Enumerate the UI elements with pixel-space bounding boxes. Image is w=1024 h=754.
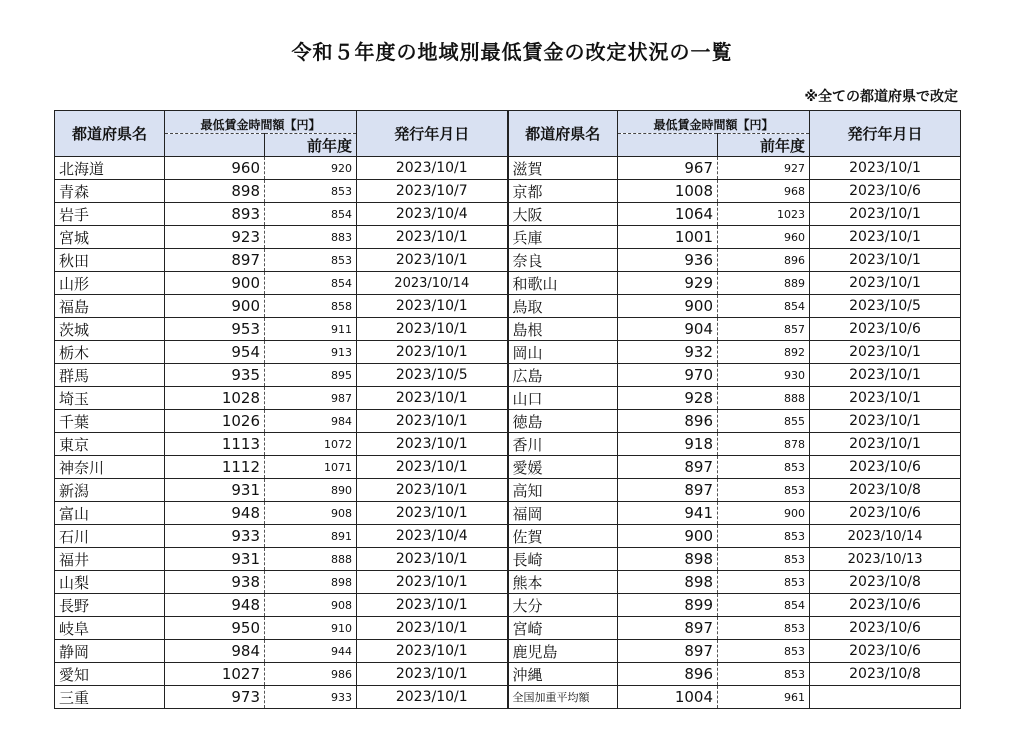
- current-wage: 1064: [618, 203, 718, 226]
- previous-wage: 857: [718, 318, 810, 341]
- header-current-blank-left: [165, 134, 265, 157]
- previous-wage: 987: [265, 387, 357, 410]
- previous-wage: 961: [718, 686, 810, 709]
- current-wage: 1026: [165, 410, 265, 433]
- previous-wage: 1071: [265, 456, 357, 479]
- prefecture-name: 高知: [508, 479, 618, 502]
- current-wage: 935: [165, 364, 265, 387]
- table-row: [55, 594, 961, 617]
- previous-wage: 889: [718, 272, 810, 295]
- current-wage: 948: [165, 502, 265, 525]
- current-wage: 984: [165, 640, 265, 663]
- issue-date: 2023/10/8: [810, 479, 961, 502]
- table-row: [55, 456, 961, 479]
- current-wage: 932: [618, 341, 718, 364]
- prefecture-name: 和歌山: [508, 272, 618, 295]
- prefecture-name: 滋賀: [508, 157, 618, 180]
- prefecture-name: 静岡: [55, 640, 165, 663]
- previous-wage: 883: [265, 226, 357, 249]
- prefecture-name: 大分: [508, 594, 618, 617]
- table-row: [55, 433, 961, 456]
- issue-date: 2023/10/13: [810, 548, 961, 571]
- previous-wage: 858: [265, 295, 357, 318]
- prefecture-name: 宮崎: [508, 617, 618, 640]
- previous-wage: 900: [718, 502, 810, 525]
- header-date-left: 発行年月日: [357, 111, 508, 157]
- table-body: [55, 111, 961, 709]
- issue-date: 2023/10/1: [810, 410, 961, 433]
- prefecture-name: 愛媛: [508, 456, 618, 479]
- current-wage: 936: [618, 249, 718, 272]
- prefecture-name: 北海道: [55, 157, 165, 180]
- issue-date: 2023/10/1: [810, 364, 961, 387]
- issue-date: 2023/10/1: [357, 410, 508, 433]
- header-row-1: [55, 111, 961, 134]
- previous-wage: 853: [718, 663, 810, 686]
- current-wage: 899: [618, 594, 718, 617]
- issue-date: 2023/10/5: [357, 364, 508, 387]
- prefecture-name: 福島: [55, 295, 165, 318]
- previous-wage: 878: [718, 433, 810, 456]
- previous-wage: 853: [718, 456, 810, 479]
- current-wage: 1027: [165, 663, 265, 686]
- prefecture-name: 富山: [55, 502, 165, 525]
- prefecture-name: 香川: [508, 433, 618, 456]
- issue-date: 2023/10/1: [810, 433, 961, 456]
- previous-wage: 920: [265, 157, 357, 180]
- prefecture-name: 岡山: [508, 341, 618, 364]
- previous-wage: 1023: [718, 203, 810, 226]
- previous-wage: 853: [718, 571, 810, 594]
- prefecture-name: 奈良: [508, 249, 618, 272]
- current-wage: 970: [618, 364, 718, 387]
- previous-wage: 854: [265, 272, 357, 295]
- issue-date: 2023/10/1: [810, 341, 961, 364]
- current-wage: 897: [618, 456, 718, 479]
- current-wage: 938: [165, 571, 265, 594]
- issue-date: 2023/10/1: [810, 272, 961, 295]
- table-row: [55, 525, 961, 548]
- issue-date: 2023/10/1: [357, 249, 508, 272]
- current-wage: 897: [618, 617, 718, 640]
- current-wage: 897: [165, 249, 265, 272]
- issue-date: 2023/10/1: [357, 341, 508, 364]
- issue-date: 2023/10/1: [357, 226, 508, 249]
- issue-date: 2023/10/1: [357, 548, 508, 571]
- previous-wage: 911: [265, 318, 357, 341]
- prefecture-name: 秋田: [55, 249, 165, 272]
- prefecture-name: 東京: [55, 433, 165, 456]
- issue-date: 2023/10/1: [357, 295, 508, 318]
- issue-date: 2023/10/8: [810, 571, 961, 594]
- current-wage: 931: [165, 479, 265, 502]
- header-date-right: 発行年月日: [810, 111, 961, 157]
- issue-date: 2023/10/14: [357, 272, 508, 295]
- prefecture-name: 長野: [55, 594, 165, 617]
- previous-wage: 853: [718, 617, 810, 640]
- prefecture-name: 神奈川: [55, 456, 165, 479]
- current-wage: 954: [165, 341, 265, 364]
- current-wage: 898: [165, 180, 265, 203]
- current-wage: 1028: [165, 387, 265, 410]
- current-wage: 898: [618, 548, 718, 571]
- prefecture-name: 愛知: [55, 663, 165, 686]
- prefecture-name: 山形: [55, 272, 165, 295]
- issue-date: 2023/10/4: [357, 525, 508, 548]
- header-wage-right: 最低賃金時間額【円】: [618, 111, 810, 134]
- header-prefecture-right: 都道府県名: [508, 111, 618, 157]
- issue-date: 2023/10/1: [810, 157, 961, 180]
- prefecture-name: 栃木: [55, 341, 165, 364]
- table-row: [55, 295, 961, 318]
- previous-wage: 890: [265, 479, 357, 502]
- prefecture-name: 宮城: [55, 226, 165, 249]
- minimum-wage-table: [54, 110, 961, 709]
- table-row: [55, 502, 961, 525]
- previous-wage: 968: [718, 180, 810, 203]
- issue-date: 2023/10/1: [357, 617, 508, 640]
- prefecture-name: 石川: [55, 525, 165, 548]
- prefecture-name: 鹿児島: [508, 640, 618, 663]
- current-wage: 931: [165, 548, 265, 571]
- issue-date: 2023/10/1: [357, 502, 508, 525]
- table-row: [55, 249, 961, 272]
- previous-wage: 888: [265, 548, 357, 571]
- issue-date: 2023/10/1: [357, 663, 508, 686]
- table-row: [55, 479, 961, 502]
- prefecture-name: 長崎: [508, 548, 618, 571]
- issue-date: 2023/10/1: [357, 594, 508, 617]
- issue-date: 2023/10/5: [810, 295, 961, 318]
- prefecture-name: 山口: [508, 387, 618, 410]
- header-prev-right: 前年度: [718, 134, 810, 157]
- table-row: [55, 571, 961, 594]
- current-wage: 948: [165, 594, 265, 617]
- previous-wage: 855: [718, 410, 810, 433]
- issue-date: 2023/10/6: [810, 318, 961, 341]
- current-wage: 1004: [618, 686, 718, 709]
- previous-wage: 986: [265, 663, 357, 686]
- prefecture-name: 福井: [55, 548, 165, 571]
- table-row: [55, 272, 961, 295]
- current-wage: 918: [618, 433, 718, 456]
- issue-date: 2023/10/1: [357, 640, 508, 663]
- prefecture-name: 千葉: [55, 410, 165, 433]
- table-row: [55, 663, 961, 686]
- previous-wage: 933: [265, 686, 357, 709]
- previous-wage: 913: [265, 341, 357, 364]
- previous-wage: 853: [265, 180, 357, 203]
- current-wage: 1112: [165, 456, 265, 479]
- issue-date: 2023/10/1: [357, 571, 508, 594]
- previous-wage: 854: [265, 203, 357, 226]
- current-wage: 960: [165, 157, 265, 180]
- issue-date: 2023/10/4: [357, 203, 508, 226]
- table-row: [55, 364, 961, 387]
- issue-date: 2023/10/8: [810, 663, 961, 686]
- previous-wage: 944: [265, 640, 357, 663]
- prefecture-name: 三重: [55, 686, 165, 709]
- previous-wage: 896: [718, 249, 810, 272]
- previous-wage: 853: [718, 479, 810, 502]
- current-wage: 923: [165, 226, 265, 249]
- issue-date: 2023/10/1: [810, 249, 961, 272]
- table-row: [55, 341, 961, 364]
- current-wage: 953: [165, 318, 265, 341]
- previous-wage: 854: [718, 295, 810, 318]
- previous-wage: 853: [265, 249, 357, 272]
- previous-wage: 910: [265, 617, 357, 640]
- prefecture-name: 岩手: [55, 203, 165, 226]
- previous-wage: 891: [265, 525, 357, 548]
- issue-date: 2023/10/6: [810, 640, 961, 663]
- current-wage: 929: [618, 272, 718, 295]
- previous-wage: 892: [718, 341, 810, 364]
- prefecture-name: 佐賀: [508, 525, 618, 548]
- current-wage: 893: [165, 203, 265, 226]
- issue-date: 2023/10/1: [357, 157, 508, 180]
- prefecture-name: 鳥取: [508, 295, 618, 318]
- issue-date: 2023/10/7: [357, 180, 508, 203]
- prefecture-name: 徳島: [508, 410, 618, 433]
- prefecture-name: 山梨: [55, 571, 165, 594]
- issue-date: 2023/10/6: [810, 617, 961, 640]
- issue-date: 2023/10/1: [810, 387, 961, 410]
- issue-date: 2023/10/1: [357, 318, 508, 341]
- previous-wage: 930: [718, 364, 810, 387]
- issue-date: 2023/10/6: [810, 180, 961, 203]
- current-wage: 933: [165, 525, 265, 548]
- prefecture-name: 福岡: [508, 502, 618, 525]
- previous-wage: 888: [718, 387, 810, 410]
- table-row: [55, 548, 961, 571]
- prefecture-name: 群馬: [55, 364, 165, 387]
- table-row: [55, 617, 961, 640]
- table-row: [55, 410, 961, 433]
- issue-date: 2023/10/1: [357, 433, 508, 456]
- prefecture-name: 青森: [55, 180, 165, 203]
- prefecture-name: 埼玉: [55, 387, 165, 410]
- previous-wage: 853: [718, 640, 810, 663]
- current-wage: 900: [618, 525, 718, 548]
- current-wage: 950: [165, 617, 265, 640]
- issue-date: 2023/10/1: [357, 686, 508, 709]
- current-wage: 967: [618, 157, 718, 180]
- header-prefecture-left: 都道府県名: [55, 111, 165, 157]
- prefecture-name: 全国加重平均額: [508, 686, 618, 709]
- current-wage: 973: [165, 686, 265, 709]
- prefecture-name: 島根: [508, 318, 618, 341]
- page-title: 令和５年度の地域別最低賃金の改定状況の一覧: [291, 40, 733, 64]
- prefecture-name: 広島: [508, 364, 618, 387]
- previous-wage: 854: [718, 594, 810, 617]
- prefecture-name: 岐阜: [55, 617, 165, 640]
- current-wage: 1001: [618, 226, 718, 249]
- prefecture-name: 沖縄: [508, 663, 618, 686]
- current-wage: 900: [618, 295, 718, 318]
- current-wage: 900: [165, 295, 265, 318]
- current-wage: 896: [618, 663, 718, 686]
- table-row: [55, 226, 961, 249]
- current-wage: 941: [618, 502, 718, 525]
- previous-wage: 927: [718, 157, 810, 180]
- issue-date: 2023/10/1: [357, 479, 508, 502]
- issue-date: 2023/10/6: [810, 456, 961, 479]
- header-current-blank-right: [618, 134, 718, 157]
- issue-date: 2023/10/1: [810, 226, 961, 249]
- table-row: [55, 686, 961, 709]
- issue-date: 2023/10/6: [810, 594, 961, 617]
- previous-wage: 908: [265, 594, 357, 617]
- prefecture-name: 兵庫: [508, 226, 618, 249]
- header-prev-left: 前年度: [265, 134, 357, 157]
- current-wage: 1113: [165, 433, 265, 456]
- prefecture-name: 熊本: [508, 571, 618, 594]
- previous-wage: 960: [718, 226, 810, 249]
- current-wage: 897: [618, 640, 718, 663]
- note-all-revised: ※全ての都道府県で改定: [804, 89, 958, 105]
- issue-date: 2023/10/1: [357, 387, 508, 410]
- current-wage: 1008: [618, 180, 718, 203]
- current-wage: 897: [618, 479, 718, 502]
- table-row: [55, 157, 961, 180]
- prefecture-name: 茨城: [55, 318, 165, 341]
- issue-date: 2023/10/1: [810, 203, 961, 226]
- current-wage: 896: [618, 410, 718, 433]
- header-wage-left: 最低賃金時間額【円】: [165, 111, 357, 134]
- table-row: [55, 203, 961, 226]
- issue-date: 2023/10/1: [357, 456, 508, 479]
- previous-wage: 895: [265, 364, 357, 387]
- prefecture-name: 京都: [508, 180, 618, 203]
- previous-wage: 898: [265, 571, 357, 594]
- previous-wage: 984: [265, 410, 357, 433]
- issue-date: [810, 686, 961, 709]
- issue-date: 2023/10/6: [810, 502, 961, 525]
- issue-date: 2023/10/14: [810, 525, 961, 548]
- current-wage: 898: [618, 571, 718, 594]
- prefecture-name: 新潟: [55, 479, 165, 502]
- previous-wage: 853: [718, 525, 810, 548]
- previous-wage: 1072: [265, 433, 357, 456]
- table-row: [55, 640, 961, 663]
- current-wage: 928: [618, 387, 718, 410]
- table-row: [55, 387, 961, 410]
- table-row: [55, 318, 961, 341]
- current-wage: 900: [165, 272, 265, 295]
- current-wage: 904: [618, 318, 718, 341]
- previous-wage: 853: [718, 548, 810, 571]
- table-row: [55, 180, 961, 203]
- prefecture-name: 大阪: [508, 203, 618, 226]
- previous-wage: 908: [265, 502, 357, 525]
